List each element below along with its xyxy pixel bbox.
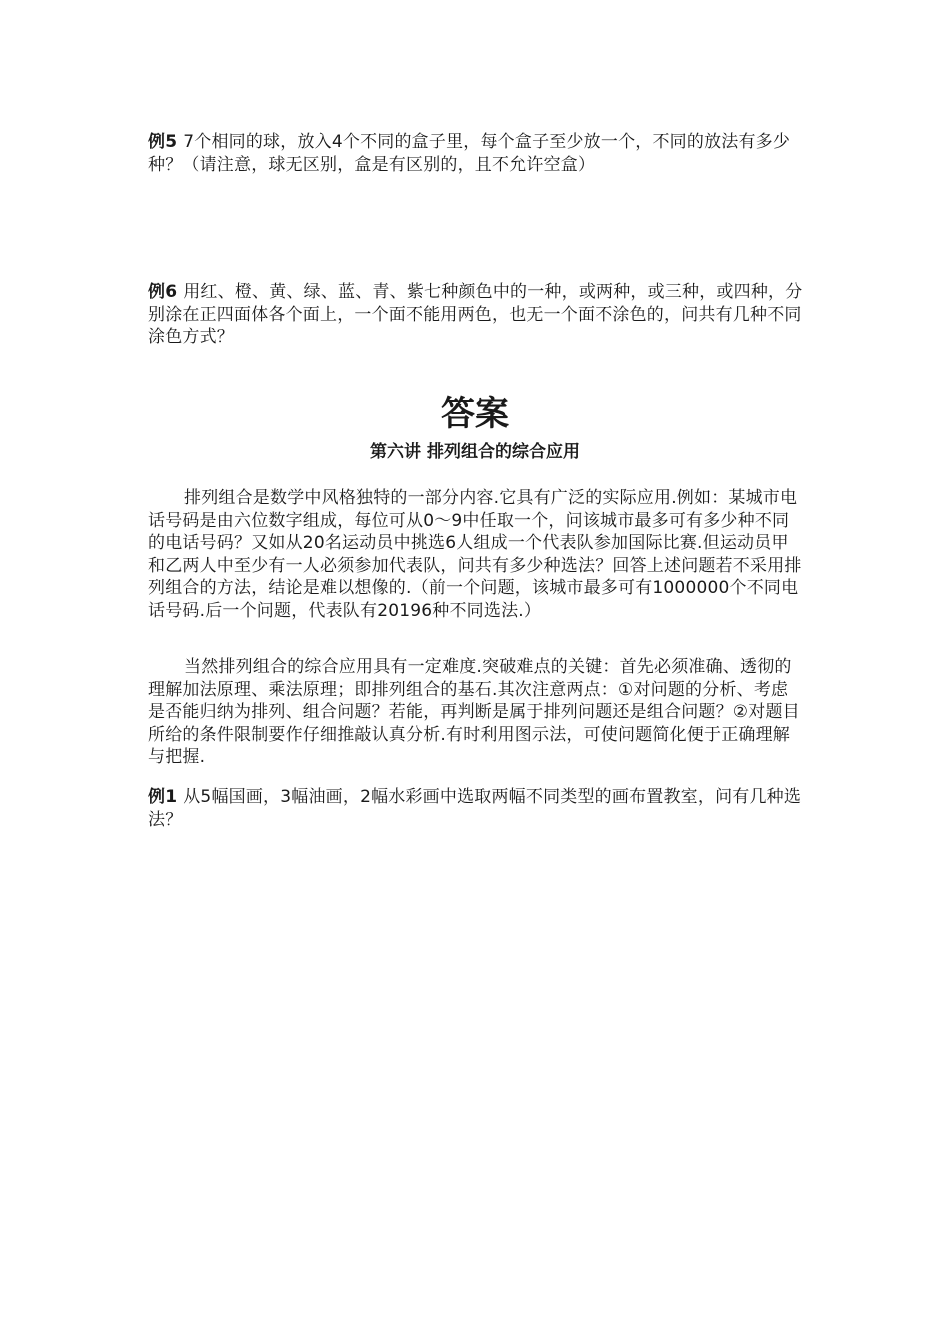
intro-paragraph-2: 当然排列组合的综合应用具有一定难度.突破难点的关键：首先必须准确、透彻的理解加法原理、乘法原理；即排列组合的基石.其次注意两点：①对问题的分析、考虑是否能归纳为排列、组合问题？若能，再判断是属于排列问题还是组合问题？②对题目所给的条件限制要作仔细推敲认真分析.有时利用图示法，可使问题简化便于正确理解与把握. xyxy=(148,657,800,767)
lecture-subtitle: 第六讲 排列组合的综合应用 xyxy=(370,442,580,462)
example-5-text: 7个相同的球，放入4个不同的盒子里，每个盒子至少放一个，不同的放法有多少种？（请注意，球无区别，盒是有区别的，且不允许空盒） xyxy=(148,132,791,175)
example-1-label: 例1 xyxy=(148,787,178,807)
example-1-text: 从5幅国画，3幅油画，2幅水彩画中选取两幅不同类型的画布置教室，问有几种选法？ xyxy=(148,787,802,830)
example-1 xyxy=(148,786,803,831)
intro-paragraph-1: 排列组合是数学中风格独特的一部分内容.它具有广泛的实际应用.例如：某城市电话号码是由六位数字组成，每位可从0～9中任取一个，问该城市最多可有多少种不同的电话号码？又如从20名运动员中挑选6人组成一个代表队参加国际比赛.但运动员甲和乙两人中至少有一人必须参加代表队，问共有多少种选法？回答上述问题若不采用排列组合的方法，结论是难以想像的.（前一个问题，该城市最多可有1000000个不同电话号码.后一个问题，代表队有20196种不同选法.） xyxy=(148,488,802,621)
example-6-text: 用红、橙、黄、绿、蓝、青、紫七种颜色中的一种，或两种，或三种，或四种，分别涂在正四面体各个面上，一个面不能用两色，也无一个面不涂色的，问共有几种不同涂色方式？ xyxy=(148,282,803,347)
example-6 xyxy=(148,281,803,349)
answer-title: 答案 xyxy=(441,394,509,434)
example-6-label: 例6 xyxy=(148,282,178,302)
example-5 xyxy=(148,131,803,176)
example-5-label: 例5 xyxy=(148,132,178,152)
